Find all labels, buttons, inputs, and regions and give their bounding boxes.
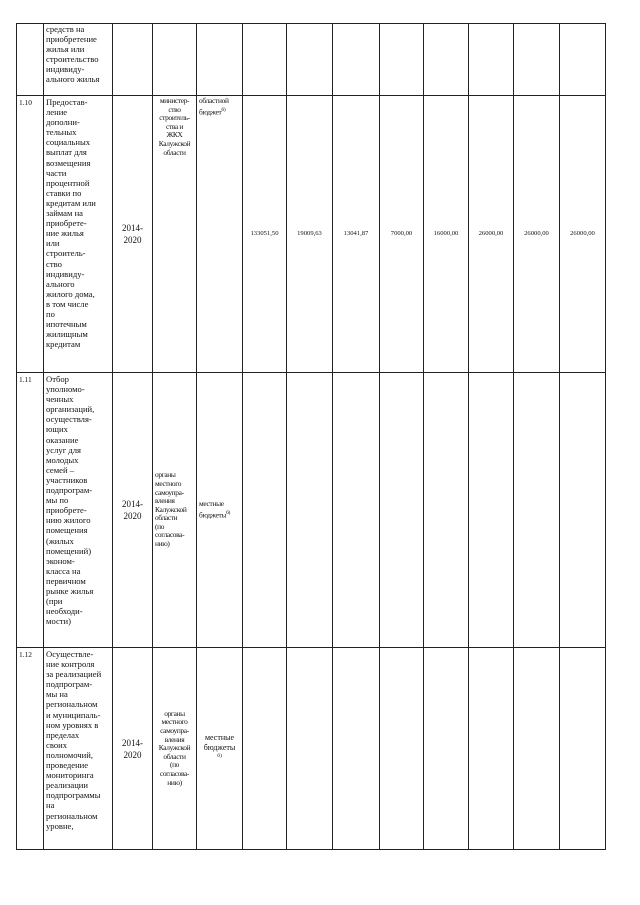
footnote-mark: 6) [221,106,226,113]
value-cell [469,24,514,96]
value-cell: 13041,87 [333,96,380,373]
row-number: 1.12 [17,648,44,850]
value-cell [380,648,424,850]
executor-cell: органы местного самоупра- вления Калужской области (по согласова- нию) [153,648,197,850]
source-cell [197,96,243,373]
value-cell [380,24,424,96]
activity-title: Предостав- ление дополни- тельных социальных выплат для возмещения части процентной ставки по кредитам или займам на приобрете- ние жилья или строитель- ство индивиду- ального жилого дома, в том числе по ипотечным жилищным кредитам [44,96,113,373]
value-cell [424,373,469,648]
executor-cell [153,24,197,96]
value-cell [424,648,469,850]
value-cell: 19009,63 [287,96,333,373]
activity-title: Осуществле- ние контроля за реализацией подпрограм- мы на региональном и муниципаль- ном уровнях в пределах своих полномочий, проведение мониторинга реализации подпрограммы на региональном уровне, [44,648,113,850]
value-cell: 7000,00 [380,96,424,373]
value-cell: 16000,00 [424,96,469,373]
executor-cell: органы местного самоупра- вления Калужской области (по согласова- нию) [153,373,197,648]
source-cell [197,373,243,648]
period-cell: 2014- 2020 [113,96,153,373]
source-cell [197,24,243,96]
activity-title: средств на приобретение жилья или строительство индивиду- ального жилья [44,24,113,96]
value-cell [560,373,606,648]
program-table [16,23,606,850]
row-number: 1.11 [17,373,44,648]
value-cell [424,24,469,96]
source-text: местные бюджеты [199,499,227,520]
period-cell: 2014- 2020 [113,648,153,850]
value-cell [380,373,424,648]
value-cell [243,648,287,850]
value-cell: 26000,00 [560,96,606,373]
value-cell [333,24,380,96]
value-cell: 26000,00 [514,96,560,373]
value-cell [560,648,606,850]
footnote-mark: 6) [226,509,231,516]
footnote-mark: 6) [217,753,222,760]
table-row [17,96,606,373]
table-row [17,24,606,96]
value-cell [333,648,380,850]
source-text: областной бюджет [199,96,229,117]
value-cell: 133051,50 [243,96,287,373]
activity-title: Отбор уполномо- ченных организаций, осуществля- ющих оказание услуг для молодых семей – участников подпрограм- мы по приобрете- нию жилого помещения (жилых помещений) эконом- класса на первичном рынке жилья (при необходи- мости) [44,373,113,648]
value-cell [514,24,560,96]
period-cell: 2014- 2020 [113,373,153,648]
value-cell [243,373,287,648]
table-row [17,648,606,850]
source-cell [197,648,243,850]
value-cell [243,24,287,96]
value-cell [287,24,333,96]
row-number: 1.10 [17,96,44,373]
value-cell [514,373,560,648]
executor-cell: министер- ство строитель- ства и ЖКХ Калужской области [153,96,197,373]
source-text: местные бюджеты [203,733,236,752]
value-cell [560,24,606,96]
value-cell [469,648,514,850]
period-cell [113,24,153,96]
value-cell [333,373,380,648]
value-cell [514,648,560,850]
value-cell [469,373,514,648]
value-cell: 26000,00 [469,96,514,373]
value-cell [287,648,333,850]
row-number [17,24,44,96]
value-cell [287,373,333,648]
table-row [17,373,606,648]
